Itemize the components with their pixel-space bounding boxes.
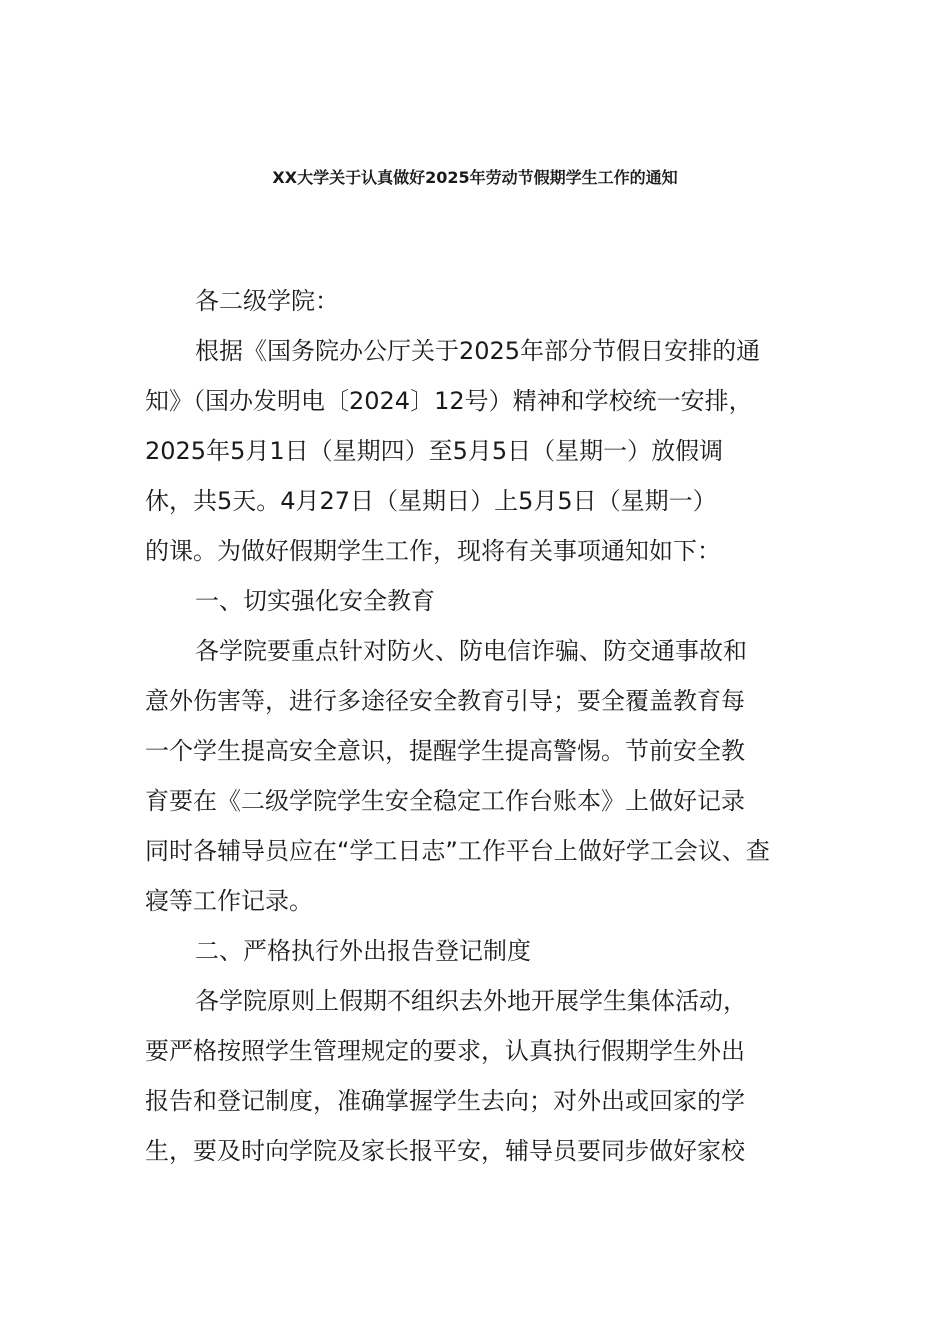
- paragraph-line: 休，共5天。4月27日（星期日）上5月5日（星期一）: [145, 487, 717, 515]
- paragraph-line: 各学院原则上假期不组织去外地开展学生集体活动，: [195, 987, 747, 1015]
- section-heading-1: 一、切实强化安全教育: [195, 587, 435, 615]
- paragraph-line: 要严格按照学生管理规定的要求，认真执行假期学生外出: [145, 1037, 745, 1065]
- paragraph-line: 同时各辅导员应在“学工日志”工作平台上做好学工会议、查: [145, 837, 770, 865]
- salutation-line: 各二级学院：: [195, 287, 339, 315]
- paragraph-line: 2025年5月1日（星期四）至5月5日（星期一）放假调: [145, 437, 724, 465]
- paragraph-line: 意外伤害等，进行多途径安全教育引导；要全覆盖教育每: [145, 687, 745, 715]
- document-title: XX大学关于认真做好2025年劳动节假期学生工作的通知: [272, 168, 678, 187]
- section-heading-2: 二、严格执行外出报告登记制度: [195, 937, 531, 965]
- paragraph-line: 一个学生提高安全意识，提醒学生提高警惕。节前安全教: [145, 737, 745, 765]
- paragraph-line: 育要在《二级学院学生安全稳定工作台账本》上做好记录: [145, 787, 745, 815]
- paragraph-line: 生，要及时向学院及家长报平安，辅导员要同步做好家校: [145, 1137, 745, 1165]
- paragraph-line: 报告和登记制度，准确掌握学生去向；对外出或回家的学: [145, 1087, 745, 1115]
- paragraph-line: 根据《国务院办公厅关于2025年部分节假日安排的通: [195, 337, 761, 365]
- paragraph-line: 的课。为做好假期学生工作，现将有关事项通知如下：: [145, 537, 721, 565]
- paragraph-line: 寝等工作记录。: [145, 887, 313, 915]
- paragraph-line: 各学院要重点针对防火、防电信诈骗、防交通事故和: [195, 637, 747, 665]
- paragraph-line: 知》（国办发明电〔2024〕12号）精神和学校统一安排，: [145, 387, 753, 415]
- document-body: [145, 276, 810, 1176]
